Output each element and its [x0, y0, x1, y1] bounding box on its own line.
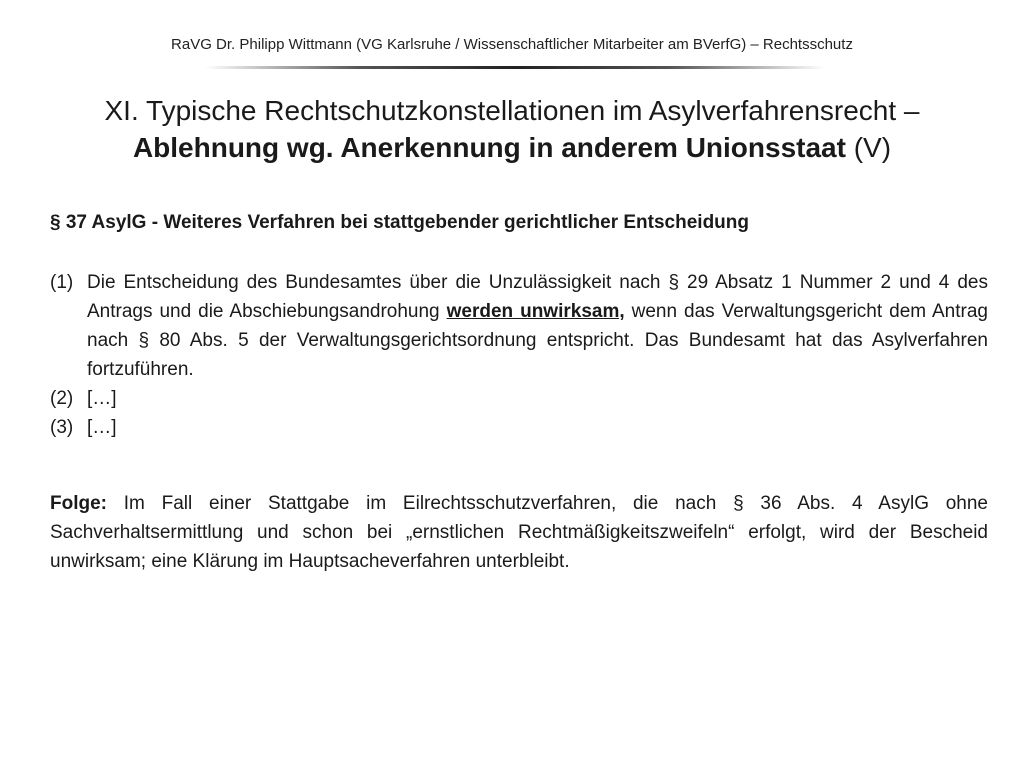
title-line-1: XI. Typische Rechtschutzkonstellationen im Asylverfahrensrecht – [104, 95, 920, 126]
list-item-2 [50, 384, 988, 413]
header-divider [205, 66, 825, 69]
paragraph-list [50, 268, 988, 442]
item-1-text-after: wenn das Verwaltungsgericht dem Antrag nach § 80 Abs. 5 der Verwaltungsgerichtsordnung entspricht. Das Bundesamt hat das Asylverfahren fortzuführen. [87, 301, 988, 380]
list-item-text: […] [87, 417, 117, 438]
title-line-2 [40, 129, 984, 166]
consequence-label: Folge: [50, 493, 107, 514]
title-line-2-bold: Ablehnung wg. Anerkennung in anderem Unionsstaat [132, 132, 846, 163]
list-item-number: (3) [50, 417, 74, 438]
list-item-text: […] [87, 388, 117, 409]
item-1-emphasis: werden unwirksam, [446, 301, 625, 322]
item-1-text-before: Die Entscheidung des Bundesamtes über die Unzulässigkeit nach § 29 Absatz 1 Nummer 2 und 4 des Antrags und die Abschiebungsandrohung [87, 272, 988, 322]
list-item-number: (2) [50, 388, 74, 409]
slide-header: RaVG Dr. Philipp Wittmann (VG Karlsruhe / Wissenschaftlicher Mitarbeiter am BVerfG) – Rechtsschutz [171, 36, 853, 53]
section-heading: § 37 AsylG - Weiteres Verfahren bei stattgebender gerichtlicher Entscheidung [50, 212, 749, 233]
list-item-text [87, 268, 988, 384]
title-line-2-suffix: (V) [845, 132, 892, 163]
consequence-paragraph [50, 489, 988, 576]
consequence-text: Im Fall einer Stattgabe im Eilrechtsschutzverfahren, die nach § 36 Abs. 4 AsylG ohne Sachverhaltsermittlung und schon bei „ernstlichen Rechtmäßigkeitszweifeln“ erfolgt, wird der Bescheid unwirksam; eine Klärung im Hauptsacheverfahren unterbleibt. [50, 493, 988, 572]
list-item-3 [50, 413, 988, 442]
slide-title [40, 92, 984, 166]
list-item-number: (1) [50, 272, 74, 293]
list-item-1 [50, 268, 988, 384]
